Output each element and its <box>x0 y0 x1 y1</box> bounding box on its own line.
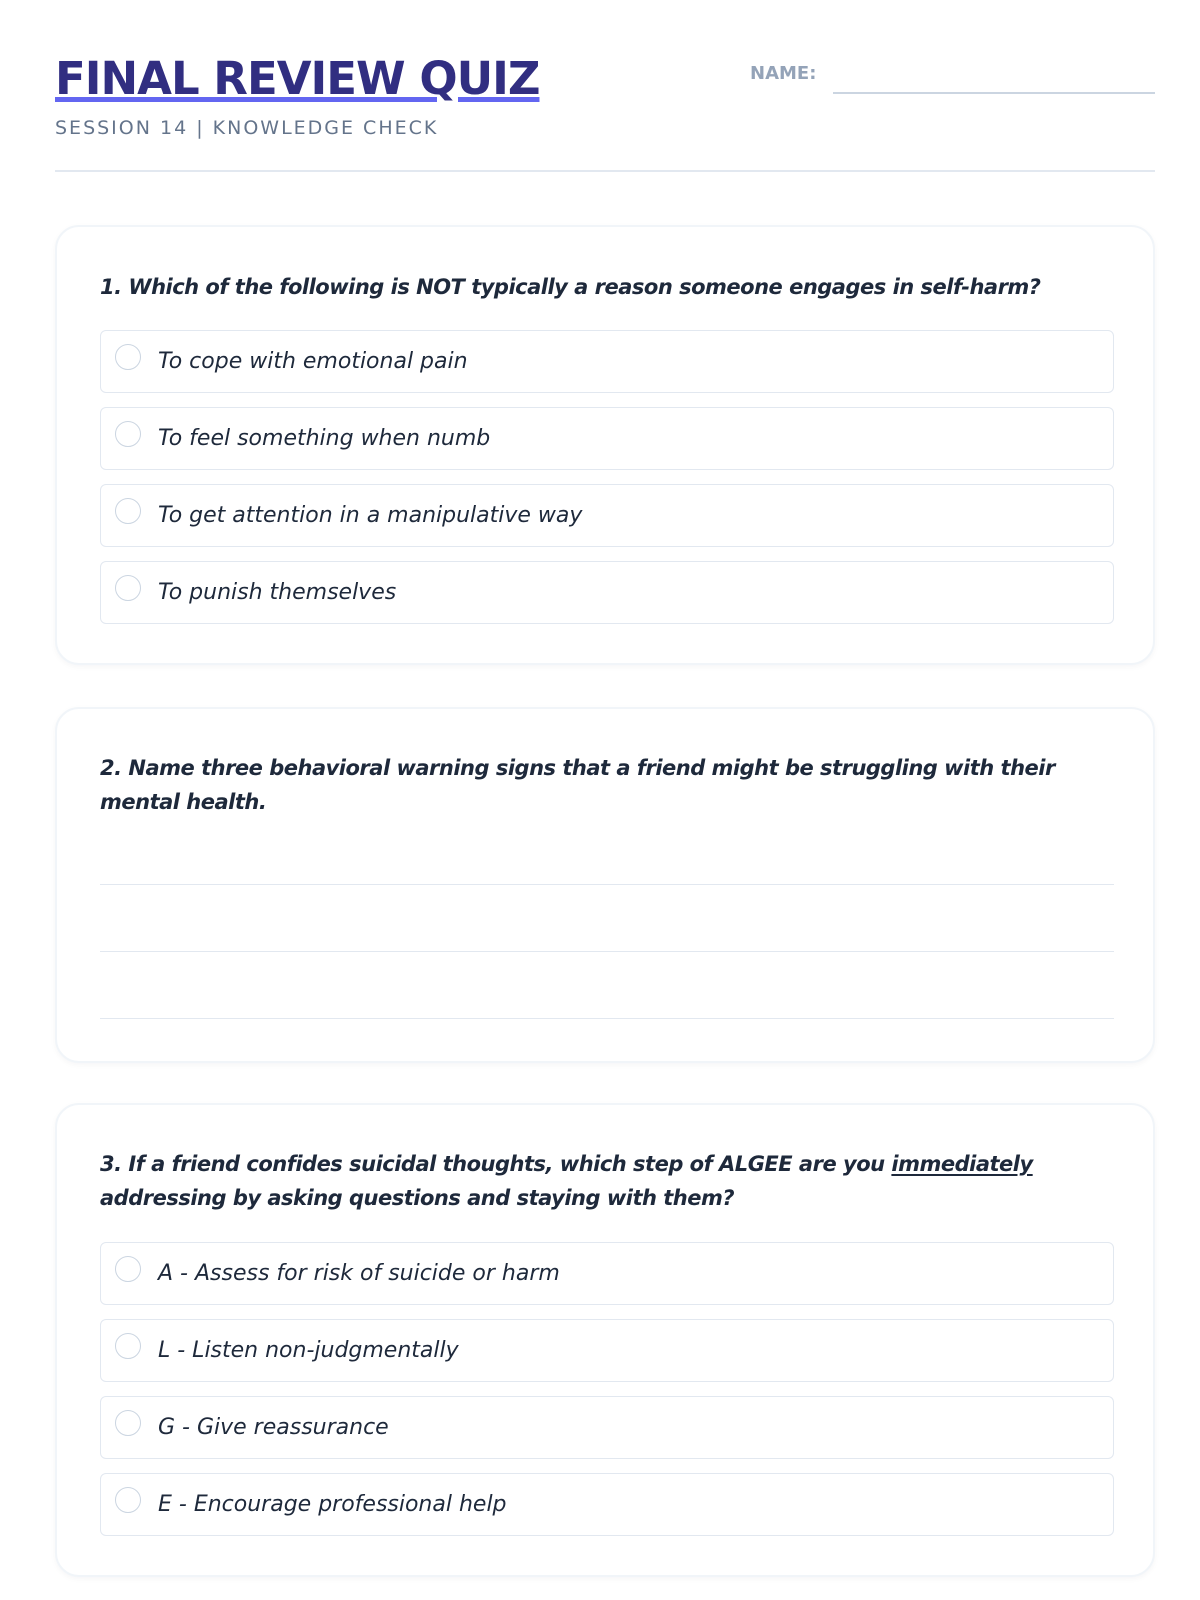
option-3b[interactable] <box>100 1319 1114 1382</box>
question-card-2 <box>55 707 1155 1063</box>
radio-button-icon[interactable] <box>115 421 141 447</box>
radio-button-icon[interactable] <box>115 1487 141 1513</box>
radio-button-icon[interactable] <box>115 344 141 370</box>
option-1c[interactable] <box>100 484 1114 547</box>
option-label: E - Encourage professional help <box>158 1492 507 1517</box>
radio-button-icon[interactable] <box>115 1333 141 1359</box>
page-title: FINAL REVIEW QUIZ <box>55 52 540 105</box>
emphasis-text: immediately <box>891 1152 1033 1176</box>
question-text-2: 2. Name three behavioral warning signs that a friend might be struggling with their mental health. <box>100 756 1055 814</box>
question-text-1: 1. Which of the following is NOT typically a reason someone engages in self-harm? <box>100 275 1041 299</box>
radio-button-icon[interactable] <box>115 1256 141 1282</box>
option-1a[interactable] <box>100 330 1114 393</box>
option-label: To get attention in a manipulative way <box>158 503 583 528</box>
option-3d[interactable] <box>100 1473 1114 1536</box>
question-text-3 <box>100 1147 1110 1215</box>
radio-button-icon[interactable] <box>115 1410 141 1436</box>
option-3c[interactable] <box>100 1396 1114 1459</box>
options-list-3 <box>100 1242 1114 1550</box>
option-3a[interactable] <box>100 1242 1114 1305</box>
option-label: To cope with emotional pain <box>158 349 468 374</box>
options-list-1 <box>100 330 1114 638</box>
question-text-part: 3. If a friend confides suicidal thoughts, which step of ALGEE are you <box>100 1152 892 1176</box>
answer-line[interactable] <box>100 884 1114 885</box>
option-label: To feel something when numb <box>158 426 491 451</box>
question-card-3 <box>55 1103 1155 1577</box>
answer-line[interactable] <box>100 951 1114 952</box>
radio-button-icon[interactable] <box>115 498 141 524</box>
name-label: NAME: <box>750 63 817 84</box>
option-1d[interactable] <box>100 561 1114 624</box>
page-subtitle: SESSION 14 | KNOWLEDGE CHECK <box>55 117 439 139</box>
option-label: L - Listen non-judgmentally <box>158 1338 459 1363</box>
name-input-line[interactable] <box>833 92 1155 94</box>
option-1b[interactable] <box>100 407 1114 470</box>
option-label: To punish themselves <box>158 580 397 605</box>
quiz-header <box>55 0 1155 172</box>
answer-line[interactable] <box>100 1018 1114 1019</box>
radio-button-icon[interactable] <box>115 575 141 601</box>
question-text-part: addressing by asking questions and staying with them? <box>100 1186 735 1210</box>
option-label: A - Assess for risk of suicide or harm <box>158 1261 560 1286</box>
question-card-1 <box>55 225 1155 665</box>
option-label: G - Give reassurance <box>158 1415 389 1440</box>
